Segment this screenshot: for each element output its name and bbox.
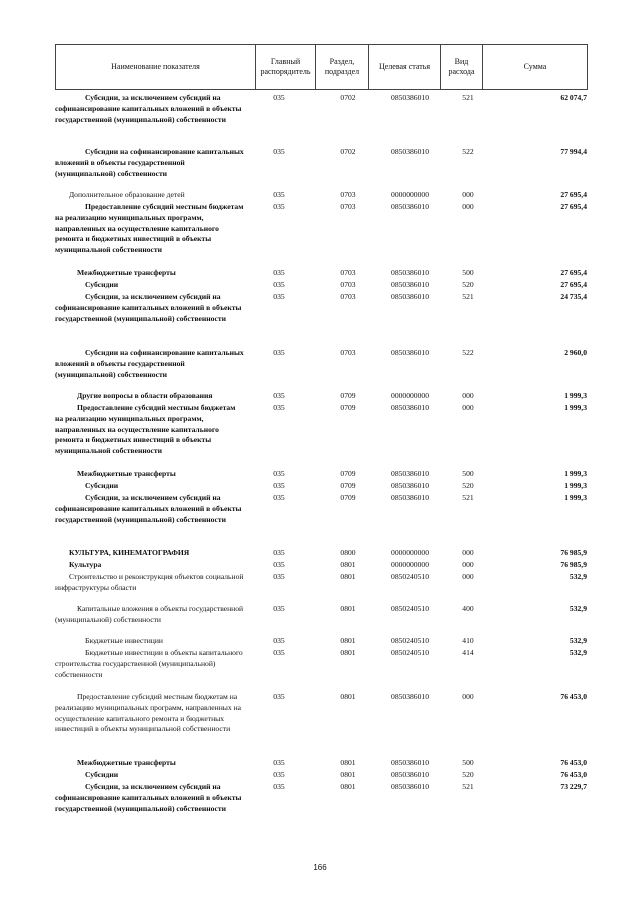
cell-manager: 035	[273, 493, 285, 502]
cell-expense-type: 000	[462, 548, 474, 557]
cell-manager: 035	[273, 292, 285, 301]
cell-section: 0801	[340, 604, 356, 613]
cell-section: 0801	[340, 572, 356, 581]
cell-sum: 76 453,0	[560, 758, 587, 767]
cell-sum: 1 999,3	[564, 493, 587, 502]
cell-expense-type: 000	[462, 572, 474, 581]
cell-sum: 532,9	[569, 636, 587, 645]
cell-target: 0850386010	[391, 348, 429, 357]
cell-manager: 035	[273, 604, 285, 613]
cell-target: 0850386010	[391, 692, 429, 701]
cell-target: 0850386010	[391, 147, 429, 156]
cell-manager: 035	[273, 280, 285, 289]
cell-section: 0801	[340, 560, 356, 569]
cell-manager: 035	[273, 268, 285, 277]
cell-expense-type: 000	[462, 202, 474, 211]
cell-sum: 27 695,4	[560, 202, 587, 211]
cell-sum: 27 695,4	[560, 190, 587, 199]
cell-manager: 035	[273, 572, 285, 581]
cell-section: 0709	[340, 493, 356, 502]
header-manager: Главный распорядитель	[256, 45, 316, 90]
header-expense-type: Вид расхода	[441, 45, 483, 90]
cell-manager: 035	[273, 648, 285, 657]
cell-sum: 77 994,4	[560, 147, 587, 156]
cell-section: 0702	[340, 93, 356, 102]
cell-manager: 035	[273, 403, 285, 412]
cell-section: 0703	[340, 280, 356, 289]
cell-section: 0801	[340, 648, 356, 657]
cell-target: 0850386010	[391, 403, 429, 412]
cell-sum: 1 999,3	[564, 481, 587, 490]
cell-expense-type: 000	[462, 190, 474, 199]
cell-target: 0850240510	[391, 572, 429, 581]
row-name: Субсидии на софинансирование капитальных вложений в объекты государственной (муниципальной) собственности	[55, 348, 244, 379]
cell-sum: 1 999,3	[564, 391, 587, 400]
cell-expense-type: 000	[462, 560, 474, 569]
row-name: Межбюджетные трансферты	[77, 758, 176, 767]
cell-target: 0850386010	[391, 280, 429, 289]
row-name: Субсидии, за исключением субсидий на софинансирование капитальных вложений в объекты государственной (муниципальной) собственности	[55, 493, 242, 524]
cell-section: 0703	[340, 292, 356, 301]
cell-target: 0000000000	[391, 548, 429, 557]
cell-manager: 035	[273, 391, 285, 400]
cell-section: 0801	[340, 782, 356, 791]
cell-target: 0850386010	[391, 292, 429, 301]
cell-section: 0801	[340, 770, 356, 779]
cell-target: 0850386010	[391, 93, 429, 102]
row-name: Субсидии, за исключением субсидий на софинансирование капитальных вложений в объекты государственной (муниципальной) собственности	[55, 93, 242, 124]
cell-sum: 76 453,0	[560, 692, 587, 701]
cell-target: 0000000000	[391, 391, 429, 400]
cell-expense-type: 520	[462, 481, 474, 490]
cell-expense-type: 500	[462, 268, 474, 277]
cell-manager: 035	[273, 93, 285, 102]
cell-expense-type: 520	[462, 280, 474, 289]
cell-target: 0850386010	[391, 782, 429, 791]
cell-manager: 035	[273, 348, 285, 357]
row-name: Субсидии	[85, 770, 119, 779]
page-number: 166	[313, 863, 327, 872]
table-header	[55, 44, 588, 90]
cell-manager: 035	[273, 560, 285, 569]
cell-expense-type: 000	[462, 403, 474, 412]
cell-expense-type: 522	[462, 348, 474, 357]
cell-section: 0709	[340, 481, 356, 490]
cell-section: 0801	[340, 758, 356, 767]
row-name: Предоставление субсидий местным бюджетам на реализацию муниципальных программ, направленных на осуществление капитального ремонта и бюджетных инвестиций в объекты муниципальной собственности	[55, 202, 244, 255]
cell-sum: 76 985,9	[560, 560, 587, 569]
row-name: Другие вопросы в области образования	[77, 391, 213, 400]
cell-manager: 035	[273, 190, 285, 199]
cell-manager: 035	[273, 481, 285, 490]
cell-expense-type: 521	[462, 782, 474, 791]
row-name: Бюджетные инвестиции	[85, 636, 163, 645]
cell-target: 0850240510	[391, 636, 429, 645]
row-name: Субсидии, за исключением субсидий на софинансирование капитальных вложений в объекты государственной (муниципальной) собственности	[55, 292, 242, 323]
cell-expense-type: 400	[462, 604, 474, 613]
cell-sum: 1 999,3	[564, 403, 587, 412]
cell-target: 0850386010	[391, 493, 429, 502]
cell-manager: 035	[273, 758, 285, 767]
cell-manager: 035	[273, 548, 285, 557]
cell-target: 0850386010	[391, 481, 429, 490]
cell-section: 0800	[340, 548, 356, 557]
cell-target: 0000000000	[391, 560, 429, 569]
cell-expense-type: 521	[462, 93, 474, 102]
header-name: Наименование показателя	[56, 45, 256, 90]
cell-section: 0709	[340, 391, 356, 400]
cell-expense-type: 000	[462, 692, 474, 701]
row-name: КУЛЬТУРА, КИНЕМАТОГРАФИЯ	[69, 548, 190, 557]
row-name: Капитальные вложения в объекты государственной (муниципальной) собственности	[55, 604, 244, 624]
row-name: Субсидии, за исключением субсидий на софинансирование капитальных вложений в объекты государственной (муниципальной) собственности	[55, 782, 242, 813]
cell-manager: 035	[273, 636, 285, 645]
cell-section: 0703	[340, 348, 356, 357]
cell-expense-type: 414	[462, 648, 474, 657]
row-name: Субсидии	[85, 481, 119, 490]
cell-sum: 24 735,4	[560, 292, 587, 301]
cell-manager: 035	[273, 469, 285, 478]
cell-expense-type: 000	[462, 391, 474, 400]
header-target: Целевая статья	[369, 45, 441, 90]
cell-manager: 035	[273, 770, 285, 779]
cell-target: 0850386010	[391, 770, 429, 779]
cell-expense-type: 520	[462, 770, 474, 779]
cell-manager: 035	[273, 202, 285, 211]
row-name: Бюджетные инвестиции в объекты капитального строительства государственной (муниципальной) собственности	[55, 648, 243, 679]
cell-section: 0703	[340, 202, 356, 211]
cell-sum: 27 695,4	[560, 268, 587, 277]
cell-expense-type: 500	[462, 758, 474, 767]
cell-manager: 035	[273, 147, 285, 156]
cell-target: 0850386010	[391, 268, 429, 277]
cell-section: 0801	[340, 692, 356, 701]
cell-section: 0703	[340, 268, 356, 277]
cell-sum: 532,9	[569, 604, 587, 613]
cell-expense-type: 500	[462, 469, 474, 478]
row-name: Строительство и реконструкция объектов социальной инфраструктуры области	[55, 572, 244, 592]
cell-sum: 532,9	[569, 572, 587, 581]
cell-sum: 73 229,7	[560, 782, 587, 791]
cell-expense-type: 410	[462, 636, 474, 645]
cell-sum: 27 695,4	[560, 280, 587, 289]
cell-section: 0703	[340, 190, 356, 199]
row-name: Субсидии на софинансирование капитальных вложений в объекты государственной (муниципальной) собственности	[55, 147, 244, 178]
row-name: Культура	[69, 560, 102, 569]
cell-expense-type: 521	[462, 493, 474, 502]
header-section: Раздел, подраздел	[316, 45, 369, 90]
cell-target: 0850386010	[391, 758, 429, 767]
cell-sum: 2 960,0	[564, 348, 587, 357]
cell-sum: 76 985,9	[560, 548, 587, 557]
cell-section: 0702	[340, 147, 356, 156]
cell-section: 0801	[340, 636, 356, 645]
cell-target: 0850240510	[391, 604, 429, 613]
cell-sum: 1 999,3	[564, 469, 587, 478]
cell-sum: 76 453,0	[560, 770, 587, 779]
cell-target: 0850386010	[391, 202, 429, 211]
row-name: Предоставление субсидий местным бюджетам на реализацию муниципальных программ, направленных на осуществление капитального ремонта и бюджетных инвестиций в объекты муниципальной собственности	[55, 403, 236, 456]
row-name: Субсидии	[85, 280, 119, 289]
row-name: Предоставление субсидий местным бюджетам на реализацию муниципальных программ, направленных на осуществление капитального ремонта и бюджетных инвестиций в объекты муниципальной собственности	[55, 692, 242, 734]
cell-target: 0850386010	[391, 469, 429, 478]
cell-target: 0000000000	[391, 190, 429, 199]
cell-section: 0709	[340, 469, 356, 478]
cell-target: 0850240510	[391, 648, 429, 657]
cell-section: 0709	[340, 403, 356, 412]
cell-sum: 532,9	[569, 648, 587, 657]
cell-manager: 035	[273, 782, 285, 791]
cell-sum: 62 074,7	[560, 93, 587, 102]
header-sum: Сумма	[483, 45, 588, 90]
row-name: Межбюджетные трансферты	[77, 268, 176, 277]
cell-expense-type: 521	[462, 292, 474, 301]
row-name: Межбюджетные трансферты	[77, 469, 176, 478]
cell-manager: 035	[273, 692, 285, 701]
cell-expense-type: 522	[462, 147, 474, 156]
row-name: Дополнительное образование детей	[69, 190, 185, 199]
